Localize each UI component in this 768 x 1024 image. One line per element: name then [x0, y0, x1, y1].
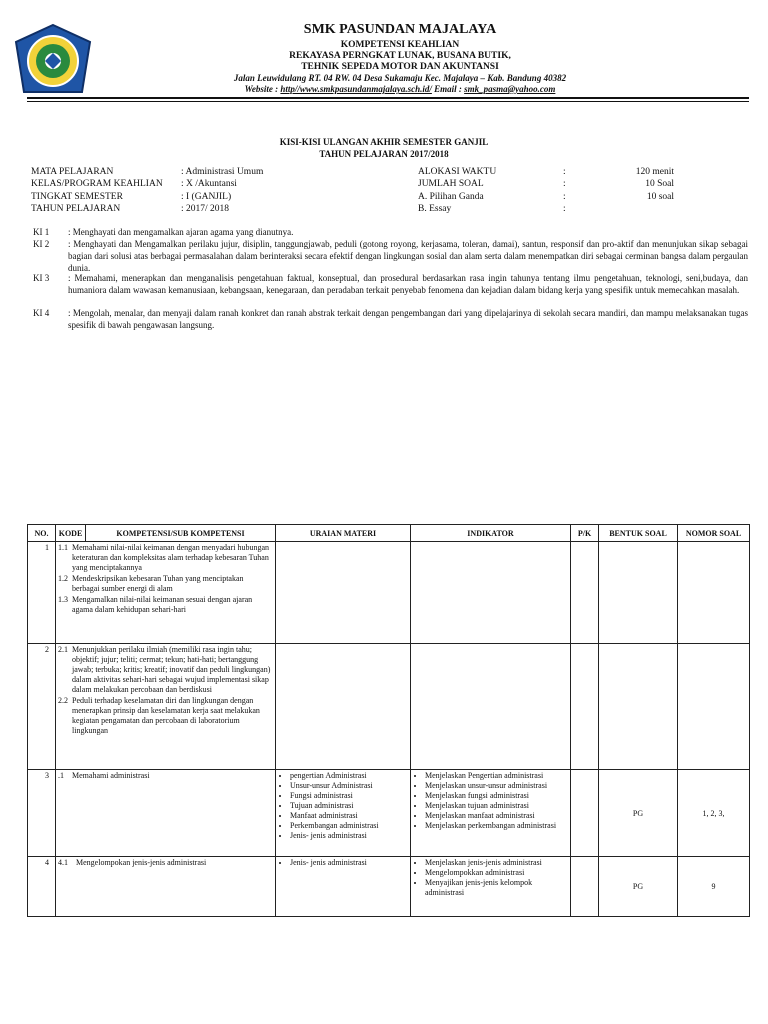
- indikator-item: • Menjelaskan manfaat administrasi: [425, 811, 568, 821]
- info-value: : X /Akuntansi: [181, 179, 237, 189]
- info-label: TINGKAT SEMESTER: [31, 192, 123, 202]
- indikator-item: • Menjelaskan Pengertian administrasi: [425, 771, 568, 781]
- table-header-row: [28, 525, 750, 542]
- col-header: NO.: [28, 525, 56, 542]
- indikator-item: • Menjelaskan jenis-jenis administrasi: [425, 858, 568, 868]
- sub-competence-cell: [56, 644, 276, 770]
- website-label: Website :: [244, 84, 281, 94]
- materi-item: • Perkembangan administrasi: [290, 821, 408, 831]
- sub-text: Memahami administrasi: [72, 771, 150, 780]
- sub-text: Menunjukkan perilaku ilmiah (memiliki rasa ingin tahu; objektif; jujur; teliti; cermat; tekun; hati-hati; bertanggung jawab; terbuka; kritis; kreatif; inovatif dan peduli lingkungan) dalam aktivitas sehari-hari sebagai wujud implementasi sikap dalam melakukan percobaan dan berdiskusi: [72, 645, 271, 694]
- doc-subtitle: TAHUN PELAJARAN 2017/2018: [319, 149, 449, 159]
- programs-line-1: REKAYASA PERNGKAT LUNAK, BUSANA BUTIK,: [289, 51, 511, 61]
- info-label: A. Pilihan Ganda: [418, 192, 484, 202]
- sub-competence: [58, 645, 273, 695]
- header-rule-thin: [27, 101, 749, 102]
- col-header: BENTUK SOAL: [599, 525, 678, 542]
- bentuk-cell: PG: [599, 857, 678, 917]
- indikator-item: • Menyajikan jenis-jenis kelompok administrasi: [425, 878, 568, 898]
- doc-title: KISI-KISI ULANGAN AKHIR SEMESTER GANJIL: [279, 137, 489, 147]
- ki-text: : Memahami, menerapkan dan menganalisis pengetahuan faktual, konseptual, dan prosedural berdasarkan rasa ingin tahunya tentang ilmu pengetahuan, teknologi, seni,budaya, dan humaniora dalam wawasan kemanusiaan, kebangsaan, kenegaraan, dan peradaban terkait penyebab fenomena dan kejadian dalam bidang kerja yang spesifik untuk memecahkan masalah.: [68, 273, 748, 295]
- ki-text: : Mengolah, menalar, dan menyaji dalam ranah konkret dan ranah abstrak terkait dengan pengembangan dari yang dipelajarinya di sekolah secara mandiri, dan mampu melaksanakan tugas spesifik di bawah pengawasan langsung.: [68, 308, 748, 330]
- sub-code: 2.2: [58, 696, 68, 705]
- email-link[interactable]: smk_pasma@yahoo.com: [464, 84, 556, 94]
- info-colon: :: [563, 179, 566, 189]
- sub-code: 4.1: [58, 858, 68, 867]
- table-row: [28, 542, 750, 644]
- col-header: URAIAN MATERI: [276, 525, 411, 542]
- indikator-item: • Menjelaskan tujuan administrasi: [425, 801, 568, 811]
- ki-code: KI 3: [33, 273, 50, 283]
- nomor-cell: [678, 542, 750, 644]
- sub-text: Peduli terhadap keselamatan diri dan lingkungan dengan menerapkan prinsip dan keselamatan kerja saat melakukan kegiatan pengamatan dan percobaan di laboratorium lingkungan: [72, 696, 260, 735]
- sub-text: Memahami nilai-nilai keimanan dengan menyadari hubungan keteraturan dan kompleksitas alam terhadap kebesaran Tuhan yang menciptakannya: [72, 543, 270, 572]
- sub-text: Mendeskripsikan kebesaran Tuhan yang menciptakan berbagai sumber energi di alam: [72, 574, 244, 593]
- col-header: P/K: [571, 525, 599, 542]
- ki-text: : Menghayati dan Mengamalkan perilaku jujur, disiplin, tanggungjawab, peduli (gotong royong, kerjasama, toleran, damai), santun, responsif dan pro-aktif dan menunjukan sikap sebagai bagian dari solusi atas berbagai permasalahan dalam berinteraksi secara efektif dengan lingkungan sosial dan alam serta dalam menempatkan diri sebagai cerminan bangsa dalam pergaulan dunia.: [68, 239, 748, 273]
- sub-competence: [58, 574, 273, 594]
- sub-competence: [58, 696, 273, 736]
- email-label: Email :: [431, 84, 465, 94]
- materi-item: • Jenis- jenis administrasi: [290, 858, 408, 868]
- row-code: 3: [28, 770, 56, 857]
- indikator-cell: [411, 644, 571, 770]
- info-value: : 2017/ 2018: [181, 204, 230, 214]
- info-label: B. Essay: [418, 204, 452, 214]
- ki-code: KI 2: [33, 239, 50, 249]
- sub-competence-cell: [56, 857, 276, 917]
- indikator-item: • Menjelaskan unsur-unsur administrasi: [425, 781, 568, 791]
- header-rule-thick: [27, 97, 749, 99]
- info-value: : Administrasi Umum: [181, 167, 264, 177]
- info-label: JUMLAH SOAL: [418, 179, 484, 189]
- indikator-cell: [411, 770, 571, 857]
- materi-item: • Jenis- jenis administrasi: [290, 831, 408, 841]
- materi-item: • pengertian Administrasi: [290, 771, 408, 781]
- info-value: 10 soal: [646, 192, 674, 202]
- indikator-item: • Mengelompokkan administrasi: [425, 868, 568, 878]
- info-label: MATA PELAJARAN: [31, 167, 114, 177]
- col-header: KOMPETENSI/SUB KOMPETENSI: [86, 525, 276, 542]
- sub-code: 1.1: [58, 543, 68, 552]
- school-logo: [12, 22, 94, 97]
- sub-code: 1.3: [58, 595, 68, 604]
- sub-competence: [58, 771, 273, 781]
- info-colon: :: [563, 192, 566, 202]
- competence-label: KOMPETENSI KEAHLIAN: [340, 40, 460, 50]
- pk-cell: [571, 770, 599, 857]
- materi-item: • Fungsi administrasi: [290, 791, 408, 801]
- sub-competence: [58, 543, 273, 573]
- materi-item: • Unsur-unsur Administrasi: [290, 781, 408, 791]
- info-label: TAHUN PELAJARAN: [31, 204, 121, 214]
- kisi-kisi-table: [27, 524, 750, 917]
- programs-line-2: TEHNIK SEPEDA MOTOR DAN AKUNTANSI: [301, 62, 499, 72]
- materi-cell: [276, 644, 411, 770]
- nomor-cell: 9: [678, 857, 750, 917]
- contact-line: [150, 84, 650, 94]
- pk-cell: [571, 644, 599, 770]
- bentuk-cell: PG: [599, 770, 678, 857]
- table-row: [28, 644, 750, 770]
- bentuk-cell: [599, 542, 678, 644]
- sub-code: 1.2: [58, 574, 68, 583]
- sub-competence-cell: [56, 542, 276, 644]
- indikator-cell: [411, 542, 571, 644]
- col-header: NOMOR SOAL: [678, 525, 750, 542]
- ki-code: KI 1: [33, 227, 50, 237]
- info-value: 120 menit: [635, 167, 674, 177]
- info-colon: :: [563, 167, 566, 177]
- ki-code: KI 4: [33, 308, 50, 318]
- sub-competence: [58, 595, 273, 615]
- pk-cell: [571, 542, 599, 644]
- sub-competence: [58, 858, 273, 868]
- nomor-cell: 1, 2, 3,: [678, 770, 750, 857]
- col-header: INDIKATOR: [411, 525, 571, 542]
- sub-text: Mengamalkan nilai-nilai keimanan sesuai dengan ajaran agama dalam kehidupan sehari-hari: [72, 595, 253, 614]
- materi-cell: [276, 857, 411, 917]
- ki-text: : Menghayati dan mengamalkan ajaran agama yang dianutnya.: [68, 227, 294, 237]
- row-code: 2: [28, 644, 56, 770]
- sub-code: 2.1: [58, 645, 68, 654]
- school-address: Jalan Leuwidulang RT. 04 RW. 04 Desa Sukamaju Kec. Majalaya – Kab. Bandung 40382: [233, 73, 567, 83]
- info-value: 10 Soal: [645, 179, 674, 189]
- indikator-item: • Menjelaskan fungsi administrasi: [425, 791, 568, 801]
- info-value: : I (GANJIL): [181, 192, 232, 202]
- sub-text: Mengelompokan jenis-jenis administrasi: [76, 858, 207, 867]
- school-name: SMK PASUNDAN MAJALAYA: [303, 22, 497, 37]
- materi-cell: [276, 770, 411, 857]
- row-code: 4: [28, 857, 56, 917]
- materi-item: • Tujuan administrasi: [290, 801, 408, 811]
- materi-item: • Manfaat administrasi: [290, 811, 408, 821]
- info-label: ALOKASI WAKTU: [418, 167, 497, 177]
- table-row: [28, 857, 750, 917]
- materi-cell: [276, 542, 411, 644]
- info-colon: :: [563, 204, 566, 214]
- pk-cell: [571, 857, 599, 917]
- website-link[interactable]: http//www.smkpasundanmajalaya.sch.id/: [280, 84, 432, 94]
- sub-competence-cell: [56, 770, 276, 857]
- sub-code: .1: [58, 771, 64, 780]
- row-code: 1: [28, 542, 56, 644]
- col-header: KODE: [56, 525, 86, 542]
- indikator-item: • Menjelaskan perkembangan administrasi: [425, 821, 568, 831]
- bentuk-cell: [599, 644, 678, 770]
- indikator-cell: [411, 857, 571, 917]
- table-row: [28, 770, 750, 857]
- nomor-cell: [678, 644, 750, 770]
- info-label: KELAS/PROGRAM KEAHLIAN: [31, 179, 163, 189]
